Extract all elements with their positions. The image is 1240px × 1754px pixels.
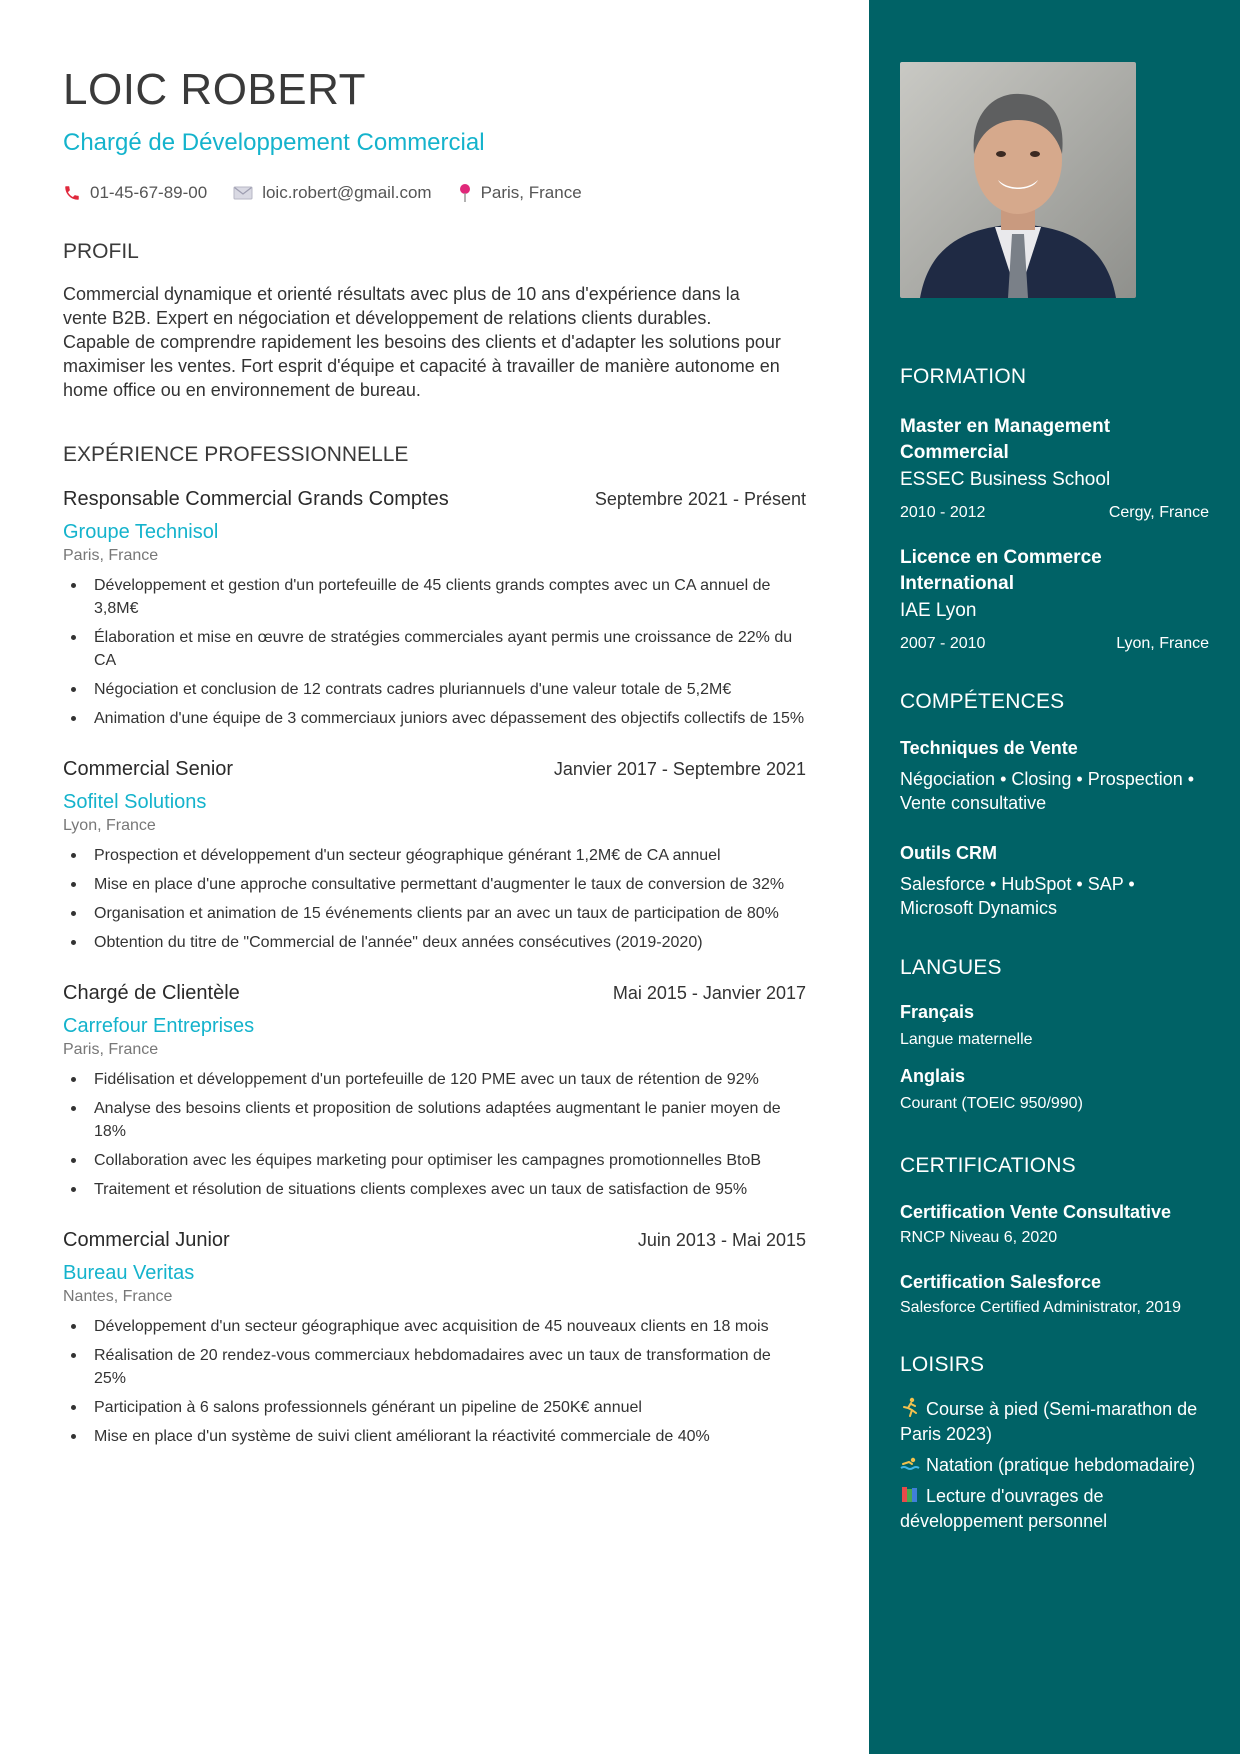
- job-bullet: Négociation et conclusion de 12 contrats cadres pluriannuels d'une valeur totale de 5,2M€: [63, 678, 806, 701]
- skill-block: [900, 841, 1209, 920]
- job-bullet: Réalisation de 20 rendez-vous commerciaux hebdomadaires avec un taux de transformation de 25%: [63, 1344, 806, 1390]
- job-role: Responsable Commercial Grands Comptes: [63, 488, 449, 510]
- job-dates: Septembre 2021 - Présent: [594, 489, 806, 509]
- skill-list: Salesforce • HubSpot • SAP • Microsoft Dynamics: [900, 874, 1135, 918]
- degree-years: 2007 - 2010: [900, 635, 986, 652]
- job-dates: Janvier 2017 - Septembre 2021: [553, 759, 806, 779]
- job-entry: [63, 980, 806, 1201]
- job-bullet: Traitement et résolution de situations clients complexes avec un taux de satisfaction de 95%: [63, 1178, 806, 1201]
- language-name: Français: [900, 1002, 975, 1022]
- job-bullets: [63, 1068, 806, 1201]
- certification-name: Certification Vente Consultative: [900, 1202, 1172, 1222]
- swimmer-icon: [900, 1453, 920, 1473]
- competences-heading: COMPÉTENCES: [900, 690, 1065, 713]
- job-dates: Mai 2015 - Janvier 2017: [612, 983, 806, 1003]
- contact-email: [233, 182, 431, 204]
- job-place: Lyon, France: [63, 817, 156, 834]
- job-bullet: Obtention du titre de "Commercial de l'année" deux années consécutives (2019-2020): [63, 931, 806, 954]
- job-role: Commercial Senior: [63, 758, 234, 780]
- skill-block: [900, 736, 1209, 815]
- job-bullet: Organisation et animation de 15 événements clients par an avec un taux de participation de 80%: [63, 902, 806, 925]
- job-company: Bureau Veritas: [63, 1262, 195, 1284]
- hobby-text: Lecture d'ouvrages de développement personnel: [900, 1486, 1108, 1531]
- candidate-name: LOIC ROBERT: [63, 65, 366, 114]
- job-bullet: Mise en place d'une approche consultative permettant d'augmenter le taux de conversion de 32%: [63, 873, 806, 896]
- degree-place: Lyon, France: [1116, 635, 1209, 652]
- degree-entry: [900, 545, 1209, 654]
- job-bullets: [63, 574, 806, 730]
- contact-phone: [63, 182, 207, 204]
- job-bullet: Collaboration avec les équipes marketing pour optimiser les campagnes promotionnelles BtoB: [63, 1149, 806, 1172]
- hobby-text: Course à pied (Semi-marathon de Paris 2023): [900, 1399, 1198, 1444]
- job-bullet: Fidélisation et développement d'un portefeuille de 120 PME avec un taux de rétention de 92%: [63, 1068, 806, 1091]
- degree-entry: [900, 414, 1209, 523]
- degree-place: Cergy, France: [1108, 504, 1209, 521]
- hobby-item: [900, 1453, 1209, 1478]
- skill-category: Techniques de Vente: [900, 738, 1078, 758]
- job-entry: [63, 1227, 806, 1448]
- job-role: Commercial Junior: [63, 1229, 230, 1251]
- hobby-list: [900, 1397, 1209, 1534]
- contact-location: [458, 182, 582, 204]
- experience-heading: EXPÉRIENCE PROFESSIONNELLE: [63, 443, 409, 466]
- job-company: Sofitel Solutions: [63, 791, 207, 813]
- job-bullet: Analyse des besoins clients et proposition de solutions adaptées augmentant le panier moyen de 18%: [63, 1097, 806, 1143]
- contact-bar: [63, 182, 806, 204]
- job-role: Chargé de Clientèle: [63, 982, 240, 1004]
- profil-text: Commercial dynamique et orienté résultats avec plus de 10 ans d'expérience dans la vente B2B. Expert en négociation et développement de relations clients durables. Capable de comprendre rapidement les besoins des clients et d'adapter les solutions pour maximiser les ventes. Fort esprit d'équipe et capacité à travailler de manière autonome en home office ou en environnement de bureau.: [63, 284, 781, 400]
- langues-heading: LANGUES: [900, 956, 1002, 979]
- runner-icon: [900, 1397, 920, 1417]
- skill-list: Négociation • Closing • Prospection • Vente consultative: [900, 769, 1195, 813]
- job-bullets: [63, 844, 806, 954]
- job-bullet: Prospection et développement d'un secteur géographique générant 1,2M€ de CA annuel: [63, 844, 806, 867]
- job-company: Carrefour Entreprises: [63, 1015, 255, 1037]
- hobby-text: Natation (pratique hebdomadaire): [926, 1455, 1196, 1475]
- certification-name: Certification Salesforce: [900, 1272, 1102, 1292]
- job-entry: [63, 756, 806, 954]
- job-bullet: Développement d'un secteur géographique avec acquisition de 45 nouveaux clients en 18 mois: [63, 1315, 806, 1338]
- envelope-icon: [233, 185, 253, 201]
- profil-heading: PROFIL: [63, 240, 139, 263]
- sidebar: [869, 0, 1240, 1754]
- certifications-heading: CERTIFICATIONS: [900, 1154, 1076, 1177]
- job-title: Chargé de Développement Commercial: [63, 129, 485, 156]
- job-bullet: Animation d'une équipe de 3 commerciaux juniors avec dépassement des objectifs collectifs de 15%: [63, 707, 806, 730]
- hobby-item: [900, 1484, 1209, 1534]
- job-bullet: Mise en place d'un système de suivi client améliorant la réactivité commerciale de 40%: [63, 1425, 806, 1448]
- books-icon: [900, 1484, 920, 1504]
- job-place: Paris, France: [63, 1041, 159, 1058]
- hobby-item: [900, 1397, 1209, 1447]
- certification-entry: [900, 1200, 1209, 1248]
- location-text: Paris, France: [480, 183, 582, 202]
- job-company: Groupe Technisol: [63, 521, 219, 543]
- job-place: Nantes, France: [63, 1288, 173, 1305]
- language-name: Anglais: [900, 1066, 966, 1086]
- certification-entry: [900, 1270, 1209, 1318]
- loisirs-heading: LOISIRS: [900, 1353, 985, 1376]
- job-bullet: Développement et gestion d'un portefeuille de 45 clients grands comptes avec un CA annuel de 3,8M€: [63, 574, 806, 620]
- formation-heading: FORMATION: [900, 365, 1027, 388]
- language-level: Langue maternelle: [900, 1031, 1033, 1048]
- degree-school: IAE Lyon: [900, 600, 977, 621]
- map-pin-icon: [458, 183, 472, 203]
- phone-icon: [63, 184, 81, 202]
- degree-name: Master en Management Commercial: [900, 416, 1111, 463]
- degree-name: Licence en Commerce International: [900, 547, 1102, 594]
- certification-detail: Salesforce Certified Administrator, 2019: [900, 1299, 1182, 1316]
- job-entry: [63, 486, 806, 730]
- skill-category: Outils CRM: [900, 843, 997, 863]
- degree-years: 2010 - 2012: [900, 504, 986, 521]
- profile-photo: [900, 62, 1136, 298]
- language-level: Courant (TOEIC 950/990): [900, 1095, 1083, 1112]
- job-bullets: [63, 1315, 806, 1448]
- job-bullet: Participation à 6 salons professionnels générant un pipeline de 250K€ annuel: [63, 1396, 806, 1419]
- language-entry: [900, 1000, 1209, 1050]
- phone-text: 01-45-67-89-00: [90, 183, 208, 202]
- certification-detail: RNCP Niveau 6, 2020: [900, 1229, 1058, 1246]
- job-dates: Juin 2013 - Mai 2015: [637, 1230, 806, 1250]
- degree-school: ESSEC Business School: [900, 469, 1111, 490]
- job-bullet: Élaboration et mise en œuvre de stratégies commerciales ayant permis une croissance de 22% du CA: [63, 626, 806, 672]
- email-text: loic.robert@gmail.com: [262, 183, 432, 202]
- job-place: Paris, France: [63, 547, 159, 564]
- language-entry: [900, 1064, 1209, 1114]
